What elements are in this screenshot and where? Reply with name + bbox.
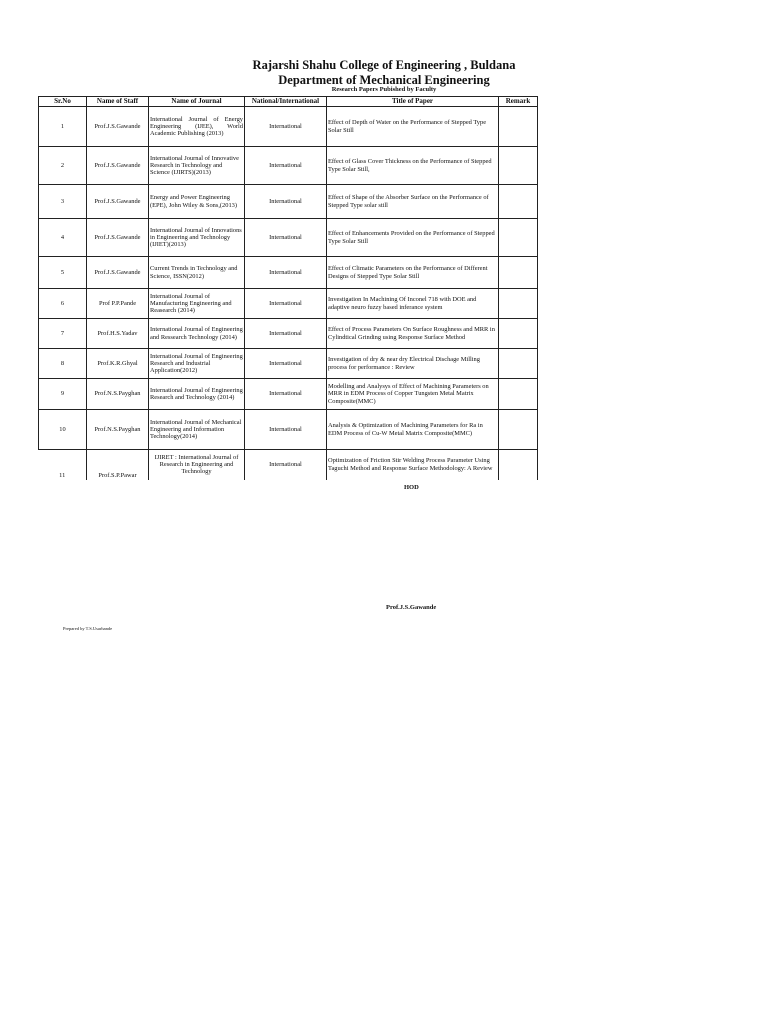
type-cell: International [245, 410, 327, 450]
sr-no-cell: 6 [39, 289, 87, 319]
title-cell: Effect of Process Parameters On Surface Roughness and MRR in Cylindtical Grinding using Response Surface Method [327, 319, 499, 349]
journal-cell: International Journal of Innovations in Engineering and Technology (IJIET)(2013) [149, 219, 245, 257]
journal-cell: International Journal of Engineering Research and Technology (2014) [149, 379, 245, 410]
staff-cell: Prof.J.S.Gawande [87, 147, 149, 185]
type-cell: International [245, 319, 327, 349]
sr-no-cell: 7 [39, 319, 87, 349]
type-cell: International [245, 107, 327, 147]
table-row [39, 319, 538, 349]
remark-cell [499, 319, 538, 349]
col-header-title: Title of Paper [327, 97, 499, 107]
type-cell: International [245, 185, 327, 219]
journal-cell: International Journal of Energy Engineering (IJEE), World Academic Publishing (2013) [149, 107, 245, 147]
table-row [39, 185, 538, 219]
title-cell: Optimization of Friction Stir Welding Process Parameter Using Taguchi Method and Response Surface Methodology: A Review [327, 450, 499, 480]
staff-cell: Prof.N.S.Payghan [87, 379, 149, 410]
title-cell: Modelling and Analysys of Effect of Machining Parameters on MRR in EDM Process of Copper Tungsten Metal Matrix Composite(MMC) [327, 379, 499, 410]
type-cell: International [245, 450, 327, 480]
staff-cell: Prof.S.P.Pawar [87, 450, 149, 480]
research-papers-table [38, 96, 538, 480]
type-cell: International [245, 349, 327, 379]
journal-cell: Current Trends in Technology and Science, ISSN(2012) [149, 257, 245, 289]
remark-cell [499, 107, 538, 147]
sr-no-cell: 8 [39, 349, 87, 379]
table-subtitle: Research Papers Pubished by Faculty [331, 86, 437, 93]
remark-cell [499, 349, 538, 379]
remark-cell [499, 147, 538, 185]
journal-cell: International Journal of Engineering and Ressearch Technology (2014) [149, 319, 245, 349]
title-cell: Investigation In Machining Of Inconel 718 with DOE and adaptive neuro fuzzy based inferance system [327, 289, 499, 319]
staff-cell: Prof.J.S.Gawande [87, 219, 149, 257]
college-name: Rajarshi Shahu College of Engineering , Buldana [252, 58, 516, 72]
journal-cell: Energy and Power Engineering (EPE), John Wiley & Sons,(2013) [149, 185, 245, 219]
type-cell: International [245, 379, 327, 410]
col-header-sr-no: Sr.No [39, 97, 87, 107]
remark-cell [499, 379, 538, 410]
sr-no-cell: 1 [39, 107, 87, 147]
table-row [39, 107, 538, 147]
staff-cell: Prof.N.S.Payghan [87, 410, 149, 450]
table-row [39, 219, 538, 257]
staff-cell: Prof.J.S.Gawande [87, 107, 149, 147]
remark-cell [499, 219, 538, 257]
journal-cell: International Journal of Mechanical Engineering and Information Technology(2014) [149, 410, 245, 450]
remark-cell [499, 289, 538, 319]
signatory-name: Prof.J.S.Gawande [386, 604, 437, 611]
table-row [39, 450, 538, 480]
remark-cell [499, 450, 538, 480]
prepared-by-note: Prepared by T.S.Usarhande [63, 626, 113, 631]
title-cell: Effect of Climatic Parameters on the Performance of Different Designs of Stepped Type Solar Still [327, 257, 499, 289]
journal-cell: IJIRET : International Journal of Research in Engineering and Technology [149, 450, 245, 480]
journal-cell: International Journal of Engineering Research and Industrial Application(2012) [149, 349, 245, 379]
journal-cell: International Journal of Innovative Research in Technology and Science (IJIRTS)(2013) [149, 147, 245, 185]
type-cell: International [245, 289, 327, 319]
col-header-staff: Name of Staff [87, 97, 149, 107]
table-row [39, 410, 538, 450]
table-row [39, 349, 538, 379]
type-cell: International [245, 257, 327, 289]
remark-cell [499, 410, 538, 450]
staff-cell: Prof.J.S.Gawande [87, 257, 149, 289]
title-cell: Effect of Enhancements Provided on the Performance of Stepped Type Solar Still [327, 219, 499, 257]
sr-no-cell: 4 [39, 219, 87, 257]
title-cell: Investigation of dry & near dry Electrical Dischage Milling process for performance : Review [327, 349, 499, 379]
type-cell: International [245, 147, 327, 185]
col-header-type: National/International [245, 97, 327, 107]
sr-no-cell: 9 [39, 379, 87, 410]
title-cell: Effect of Depth of Water on the Performance of Stepped Type Solar Still [327, 107, 499, 147]
journal-cell: International Journal of Manufacturing Engineering and Reasearch (2014) [149, 289, 245, 319]
title-cell: Effect of Shape of the Absorber Surface on the Performance of Stepped Type solar still [327, 185, 499, 219]
staff-cell: Prof P.P.Pande [87, 289, 149, 319]
hod-label: HOD [404, 484, 419, 491]
sr-no-cell: 11 [59, 472, 66, 480]
remark-cell [499, 185, 538, 219]
remark-cell [499, 257, 538, 289]
table-row [39, 379, 538, 410]
title-cell: Analysis & Optimization of Machining Parameters for Ra in EDM Process of Cu-W Metal Matrix Composite(MMC) [327, 410, 499, 450]
table-row [39, 147, 538, 185]
table-row [39, 289, 538, 319]
department-name: Department of Mechanical Engineering [278, 73, 490, 87]
sr-no-cell: 10 [39, 410, 87, 450]
staff-cell: Prof.J.S.Gawande [87, 185, 149, 219]
staff-cell: Prof.K.R.Ghyal [87, 349, 149, 379]
col-header-remark: Remark [499, 97, 538, 107]
col-header-journal: Name of Journal [149, 97, 245, 107]
sr-no-cell: 2 [39, 147, 87, 185]
sr-no-cell: 5 [39, 257, 87, 289]
type-cell: International [245, 219, 327, 257]
sr-no-cell: 3 [39, 185, 87, 219]
staff-cell: Prof.H.S.Yadav [87, 319, 149, 349]
table-row [39, 257, 538, 289]
table-header-row [39, 97, 538, 107]
title-cell: Effect of Glass Cover Thickness on the Performance of Stepped Type Solar Still, [327, 147, 499, 185]
